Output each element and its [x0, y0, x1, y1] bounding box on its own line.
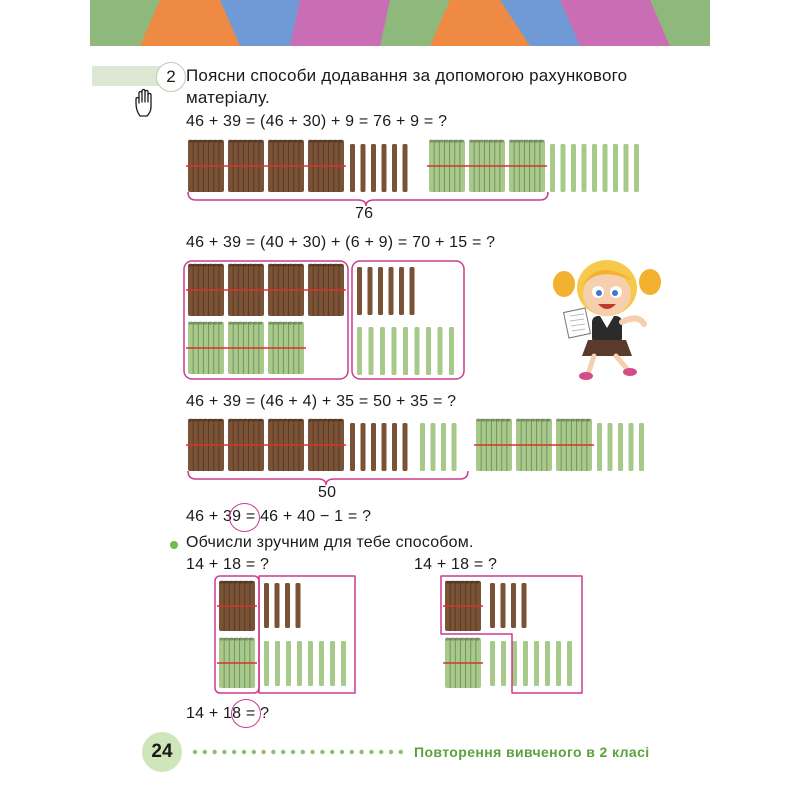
footer-dot: [203, 750, 207, 754]
brace-label-50: 50: [318, 484, 337, 501]
green-one-stick: [426, 327, 431, 375]
brown-one-stick: [392, 423, 397, 471]
brown-ten-bundle: [266, 418, 306, 471]
footer-dot: [320, 750, 324, 754]
brown-one-stick: [368, 267, 373, 315]
brown-ten-bundle: [443, 580, 483, 631]
green-one-stick: [561, 144, 566, 192]
green-ten-bundle: [467, 139, 507, 192]
brown-ten-bundle: [226, 139, 266, 192]
green-one-stick: [624, 144, 629, 192]
brace-50: [188, 471, 468, 485]
subtask-prompt: Обчисли зручним для тебе способом.: [186, 534, 474, 551]
task-prompt-line1: Поясни способи додавання за допомогою рахункового: [186, 66, 628, 85]
green-one-stick: [438, 327, 443, 375]
brown-one-stick: [275, 583, 280, 628]
brown-one-stick: [403, 423, 408, 471]
green-one-stick: [567, 641, 572, 686]
footer-dot: [242, 750, 246, 754]
green-one-stick: [550, 144, 555, 192]
green-ten-bundle: [186, 321, 226, 374]
green-one-stick: [403, 327, 408, 375]
brown-one-stick: [371, 144, 376, 192]
frame-ones-group: [352, 261, 464, 379]
footer-dot: [252, 750, 256, 754]
green-one-stick: [545, 641, 550, 686]
brown-one-stick: [389, 267, 394, 315]
brown-one-stick: [361, 144, 366, 192]
brown-ten-bundle: [226, 263, 266, 316]
green-ten-bundle: [507, 139, 547, 192]
brown-ten-bundle: [266, 139, 306, 192]
bullet-point: [170, 541, 178, 549]
frame-left-tens: [215, 576, 259, 693]
footer-dot: [389, 750, 393, 754]
green-one-stick: [341, 641, 346, 686]
green-one-stick: [634, 144, 639, 192]
green-one-stick: [571, 144, 576, 192]
green-one-stick: [639, 423, 644, 471]
bottom-part2: = ?: [241, 705, 270, 722]
brown-one-stick: [371, 423, 376, 471]
brown-one-stick: [285, 583, 290, 628]
equation-3: 46 + 39 = (46 + 4) + 35 = 50 + 35 = ?: [186, 393, 457, 410]
girl-illustration: [552, 258, 664, 382]
green-one-stick: [441, 423, 446, 471]
brown-ten-bundle: [306, 263, 346, 316]
green-one-stick: [275, 641, 280, 686]
brown-ten-bundle: [226, 418, 266, 471]
brown-one-stick: [382, 423, 387, 471]
footer-dot: [301, 750, 305, 754]
green-ten-bundle: [554, 418, 594, 471]
task-prompt-line2: матеріалу.: [186, 88, 270, 107]
footer-dot: [212, 750, 216, 754]
green-one-stick: [512, 641, 517, 686]
footer-dot: [310, 750, 314, 754]
brown-one-stick: [382, 144, 387, 192]
brace-76: [188, 192, 548, 206]
footer-dot: [291, 750, 295, 754]
green-ten-bundle: [443, 637, 483, 688]
brown-one-stick: [403, 144, 408, 192]
brown-one-stick: [511, 583, 516, 628]
green-ten-bundle: [474, 418, 514, 471]
green-one-stick: [613, 144, 618, 192]
frame-right-combined: [441, 576, 582, 693]
brown-ten-bundle: [266, 263, 306, 316]
section-title: Повторення вивченого в 2 класі: [414, 744, 650, 760]
subtask-left-equation: 14 + 18 = ?: [186, 556, 270, 573]
green-one-stick: [608, 423, 613, 471]
footer-dot: [379, 750, 383, 754]
equation-4: [186, 508, 371, 526]
brown-one-stick: [392, 144, 397, 192]
brown-one-stick: [490, 583, 495, 628]
green-one-stick: [597, 423, 602, 471]
green-one-stick: [592, 144, 597, 192]
green-one-stick: [629, 423, 634, 471]
equation-4-circled: 39: [223, 508, 242, 525]
equation-4-part1: 46 +: [186, 508, 224, 525]
top-color-banner: [90, 0, 710, 46]
green-one-stick: [319, 641, 324, 686]
task-number: 2: [156, 62, 186, 92]
bottom-circled: 18: [223, 705, 242, 722]
subtask-right-equation: 14 + 18 = ?: [414, 556, 498, 573]
green-one-stick: [264, 641, 269, 686]
brown-ten-bundle: [217, 580, 257, 631]
green-one-stick: [534, 641, 539, 686]
green-one-stick: [501, 641, 506, 686]
hand-pointer-icon: [133, 88, 159, 118]
brown-one-stick: [361, 423, 366, 471]
green-one-stick: [308, 641, 313, 686]
green-one-stick: [297, 641, 302, 686]
green-one-stick: [369, 327, 374, 375]
bottom-part1: 14 +: [186, 705, 224, 722]
green-ten-bundle: [226, 321, 266, 374]
green-one-stick: [392, 327, 397, 375]
circle-18: [231, 699, 261, 728]
footer-dot: [193, 750, 197, 754]
brown-ten-bundle: [186, 418, 226, 471]
footer-dot: [369, 750, 373, 754]
green-one-stick: [490, 641, 495, 686]
footer-dot: [271, 750, 275, 754]
green-one-stick: [603, 144, 608, 192]
footer-dot: [350, 750, 354, 754]
footer-dot: [330, 750, 334, 754]
green-one-stick: [582, 144, 587, 192]
brown-ten-bundle: [186, 139, 226, 192]
equation-2: 46 + 39 = (40 + 30) + (6 + 9) = 70 + 15 = ?: [186, 234, 496, 251]
brown-one-stick: [501, 583, 506, 628]
green-one-stick: [415, 327, 420, 375]
green-one-stick: [431, 423, 436, 471]
green-ten-bundle: [514, 418, 554, 471]
green-ten-bundle: [427, 139, 467, 192]
frame-left-ones: [259, 576, 355, 693]
brown-ten-bundle: [306, 139, 346, 192]
brown-one-stick: [522, 583, 527, 628]
green-one-stick: [449, 327, 454, 375]
brown-one-stick: [350, 423, 355, 471]
green-ten-bundle: [217, 637, 257, 688]
green-one-stick: [618, 423, 623, 471]
brown-one-stick: [399, 267, 404, 315]
frame-tens-group: [184, 261, 348, 379]
footer-dot: [232, 750, 236, 754]
green-one-stick: [452, 423, 457, 471]
brown-one-stick: [378, 267, 383, 315]
brace-label-76: 76: [355, 205, 374, 222]
equation-4-part2: = 46 + 40 − 1 = ?: [241, 508, 372, 525]
footer-dotted-line: [192, 749, 404, 755]
footer-dot: [281, 750, 285, 754]
green-one-stick: [380, 327, 385, 375]
brown-ten-bundle: [306, 418, 346, 471]
footer-dot: [359, 750, 363, 754]
brown-ten-bundle: [186, 263, 226, 316]
circle-39: [229, 503, 260, 532]
brown-one-stick: [357, 267, 362, 315]
green-one-stick: [523, 641, 528, 686]
brown-one-stick: [410, 267, 415, 315]
footer-dot: [261, 750, 265, 754]
green-one-stick: [556, 641, 561, 686]
equation-1: 46 + 39 = (46 + 30) + 9 = 76 + 9 = ?: [186, 113, 448, 130]
footer-dot: [399, 750, 403, 754]
brown-one-stick: [264, 583, 269, 628]
footer-dot: [340, 750, 344, 754]
green-one-stick: [330, 641, 335, 686]
green-one-stick: [286, 641, 291, 686]
green-one-stick: [357, 327, 362, 375]
footer-dot: [222, 750, 226, 754]
brown-one-stick: [296, 583, 301, 628]
brown-one-stick: [350, 144, 355, 192]
green-ten-bundle: [266, 321, 306, 374]
page-number: 24: [142, 732, 182, 772]
green-one-stick: [420, 423, 425, 471]
